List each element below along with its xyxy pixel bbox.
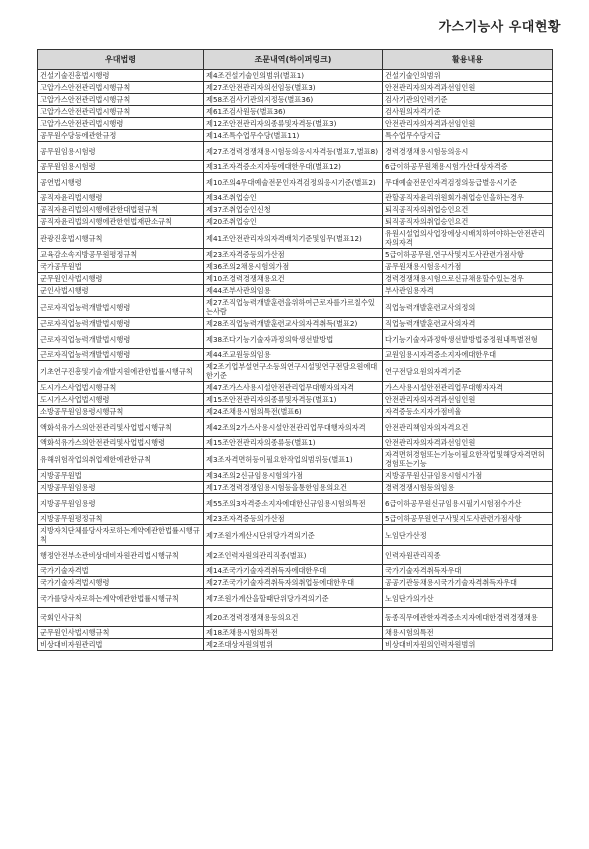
use-cell: 노임단가의가산 (383, 589, 553, 608)
use-cell: 경력경쟁채용시험으로신규채용할수있는경우 (383, 273, 553, 285)
article-link[interactable]: 제41조안전관리자의자격배치기준및임무(별표12) (204, 228, 383, 249)
article-link[interactable]: 제23조자격증등의가산점 (204, 513, 383, 525)
use-cell: 연구전담요원의자격기준 (383, 361, 553, 382)
use-cell: 5급이하공무원연구사및지도사관련가점사항 (383, 513, 553, 525)
article-link[interactable]: 제61조검사원등(별표36) (204, 106, 383, 118)
article-link[interactable]: 제12조안전관리자의종류및자격등(별표3) (204, 118, 383, 130)
use-cell: 국가기술자격취득자우대 (383, 565, 553, 577)
article-link[interactable]: 제15조안전관리자의종류등(별표1) (204, 437, 383, 449)
use-cell: 경력경쟁채용시험등의응시 (383, 142, 553, 161)
table-row (38, 330, 553, 349)
use-cell: 검사기관의인력기준 (383, 94, 553, 106)
table-row (38, 192, 553, 204)
law-cell: 행정안전부소관비상대비자원관리법시행규칙 (38, 546, 204, 565)
law-cell: 근로자직업능력개발법시행령 (38, 318, 204, 330)
use-cell: 자격면허경험또는기능이필요한작업및해당자격면허경험또는기능 (383, 449, 553, 470)
law-cell: 국가기술자격법 (38, 565, 204, 577)
article-link[interactable]: 제20조취업승인 (204, 216, 383, 228)
law-cell: 액화석유가스의안전관리및사업법시행규칙 (38, 418, 204, 437)
law-cell: 공연법시행령 (38, 173, 204, 192)
article-link[interactable]: 제42조의2가스사용시설안전관리업무대행자의자격 (204, 418, 383, 437)
law-cell: 지방공무원임용령 (38, 494, 204, 513)
table-row (38, 70, 553, 82)
use-cell: 6급이하공무원채용시험가산대상자격증 (383, 161, 553, 173)
law-cell: 고압가스안전관리법시행령 (38, 118, 204, 130)
table-row (38, 106, 553, 118)
law-cell: 군인사법시행령 (38, 285, 204, 297)
article-link[interactable]: 제31조자격증소지자등에대한우대(별표12) (204, 161, 383, 173)
use-cell: 인력자원관리직종 (383, 546, 553, 565)
table-row (38, 513, 553, 525)
law-cell: 공무원임용시험령 (38, 142, 204, 161)
use-cell: 6급이하공무원신규임용시필기시험점수가산 (383, 494, 553, 513)
article-link[interactable]: 제44조교원등의임용 (204, 349, 383, 361)
table-row (38, 273, 553, 285)
article-link[interactable]: 제37조취업승인신청 (204, 204, 383, 216)
use-cell: 5급이하공무원,연구사및지도사관련가점사항 (383, 249, 553, 261)
table-row (38, 161, 553, 173)
article-link[interactable]: 제20조경력경쟁채용등의요건 (204, 608, 383, 627)
law-cell: 공직자윤리법의시행에관한대법원규칙 (38, 204, 204, 216)
article-link[interactable]: 제2조기업부설연구소등의연구시설및연구전담요원에대한기준 (204, 361, 383, 382)
article-link[interactable]: 제3조자격면허등이필요한작업의범위등(별표1) (204, 449, 383, 470)
article-link[interactable]: 제27조경력경쟁채용시험등의응시자격등(별표7,별표8) (204, 142, 383, 161)
table-row (38, 261, 553, 273)
article-link[interactable]: 제4조건설기술인의범위(별표1) (204, 70, 383, 82)
use-cell: 안전관리자의자격과선임인원 (383, 82, 553, 94)
article-link[interactable]: 제7조원가계산시단위당가격의기준 (204, 525, 383, 546)
article-link[interactable]: 제17조경력경쟁임용시험등을통한임용의요건 (204, 482, 383, 494)
law-table-body (38, 70, 553, 651)
law-cell: 액화석유가스의안전관리및사업법시행령 (38, 437, 204, 449)
use-cell: 교원임용시자격증소지자에대한우대 (383, 349, 553, 361)
article-link[interactable]: 제2조대상자원의범위 (204, 639, 383, 651)
table-header-row (38, 50, 553, 70)
article-link[interactable]: 제15조안전관리자의종류및자격등(별표1) (204, 394, 383, 406)
law-cell: 유해위험작업의취업제한에관한규칙 (38, 449, 204, 470)
law-cell: 국가기술자격법시행령 (38, 577, 204, 589)
table-row (38, 565, 553, 577)
article-link[interactable]: 제55조의3자격증소지자에대한신규임용시험의특전 (204, 494, 383, 513)
use-cell: 지방공무원신규임용시험시가점 (383, 470, 553, 482)
use-cell: 퇴직공직자의취업승인요건 (383, 216, 553, 228)
table-row (38, 589, 553, 608)
table-row (38, 118, 553, 130)
law-cell: 근로자직업능력개발법시행령 (38, 297, 204, 318)
use-cell: 동종직무에관한자격증소지자에대한경력경쟁채용 (383, 608, 553, 627)
table-row (38, 406, 553, 418)
use-cell: 공무원채용시험응시가점 (383, 261, 553, 273)
law-cell: 공무원임용시험령 (38, 161, 204, 173)
use-cell: 다기능기술자과정학생선발방법중정원내특별전형 (383, 330, 553, 349)
table-row (38, 349, 553, 361)
table-row (38, 639, 553, 651)
law-cell: 근로자직업능력개발법시행령 (38, 330, 204, 349)
law-cell: 건설기술진흥법시행령 (38, 70, 204, 82)
header-law: 우대법령 (38, 50, 204, 70)
article-link[interactable]: 제10조경력경쟁채용요건 (204, 273, 383, 285)
table-row (38, 204, 553, 216)
use-cell: 직업능력개발훈련교사의정의 (383, 297, 553, 318)
use-cell: 노임단가산정 (383, 525, 553, 546)
table-row (38, 608, 553, 627)
table-row (38, 318, 553, 330)
article-link[interactable]: 제28조직업능력개발훈련교사의자격취득(별표2) (204, 318, 383, 330)
table-row (38, 577, 553, 589)
use-cell: 안전관리책임자의자격요건 (383, 418, 553, 437)
article-link[interactable]: 제23조자격증등의가산점 (204, 249, 383, 261)
article-link[interactable]: 제14조국가기술자격취득자에대한우대 (204, 565, 383, 577)
law-cell: 군무원인사법시행규칙 (38, 627, 204, 639)
table-row (38, 494, 553, 513)
table-row (38, 470, 553, 482)
law-table (37, 49, 553, 651)
use-cell: 퇴직공직자의취업승인요건 (383, 204, 553, 216)
article-link[interactable]: 제10조의4무대예술전문인자격검정의응시기준(별표2) (204, 173, 383, 192)
article-link[interactable]: 제58조검사기관의지정등(별표36) (204, 94, 383, 106)
law-cell: 비상대비자원관리법 (38, 639, 204, 651)
table-row (38, 130, 553, 142)
use-cell: 관할공직자윤리위원회가취업승인을하는경우 (383, 192, 553, 204)
law-cell: 국회인사규칙 (38, 608, 204, 627)
article-link[interactable]: 제18조채용시험의특전 (204, 627, 383, 639)
use-cell: 공공기관등채용시국가기술자격취득자우대 (383, 577, 553, 589)
table-row (38, 437, 553, 449)
law-cell: 기초연구진흥및기술개발지원에관한법률시행규칙 (38, 361, 204, 382)
use-cell: 무대예술전문인자격검정의등급별응시기준 (383, 173, 553, 192)
table-row (38, 418, 553, 437)
use-cell: 검사원의자격기준 (383, 106, 553, 118)
table-row (38, 228, 553, 249)
use-cell: 경력경쟁시험등의임용 (383, 482, 553, 494)
table-row (38, 94, 553, 106)
law-cell: 도시가스사업법시행령 (38, 394, 204, 406)
table-row (38, 142, 553, 161)
article-link[interactable]: 제27조국가기술자격취득자의취업등에대한우대 (204, 577, 383, 589)
article-link[interactable]: 제27조안전관리자의선임등(별표3) (204, 82, 383, 94)
article-link[interactable]: 제24조채용시험의특전(별표6) (204, 406, 383, 418)
table-row (38, 382, 553, 394)
table-row (38, 546, 553, 565)
use-cell: 비상대비자원의인력자원범위 (383, 639, 553, 651)
table-row (38, 525, 553, 546)
table-row (38, 173, 553, 192)
article-link[interactable]: 제36조의2채용시험의가점 (204, 261, 383, 273)
law-cell: 교육감소속지방공무원평정규칙 (38, 249, 204, 261)
law-cell: 지방자치단체를당사자로하는계약에관한법률시행규칙 (38, 525, 204, 546)
table-row (38, 627, 553, 639)
law-cell: 공무원수당등에관한규정 (38, 130, 204, 142)
table-row (38, 394, 553, 406)
law-cell: 고압가스안전관리법시행규칙 (38, 94, 204, 106)
article-link[interactable]: 제27조직업능력개발훈련을위하여근로자를가르칠수있는사람 (204, 297, 383, 318)
table-row (38, 482, 553, 494)
law-cell: 군무원인사법시행령 (38, 273, 204, 285)
table-row (38, 361, 553, 382)
article-link[interactable]: 제44조부사관의임용 (204, 285, 383, 297)
table-row (38, 285, 553, 297)
use-cell: 자격증등소지자가점비율 (383, 406, 553, 418)
article-link[interactable]: 제38조다기능기술자과정의학생선발방법 (204, 330, 383, 349)
table-row (38, 82, 553, 94)
use-cell: 가스사용시설안전관리업무대행자자격 (383, 382, 553, 394)
article-link[interactable]: 제7조원가계산을할때단위당가격의기준 (204, 589, 383, 608)
use-cell: 특수업무수당지급 (383, 130, 553, 142)
header-article: 조문내역(하이퍼링크) (204, 50, 383, 70)
use-cell: 직업능력개발훈련교사의자격 (383, 318, 553, 330)
use-cell: 안전관리자의자격과선임인원 (383, 118, 553, 130)
article-link[interactable]: 제34조의2신규임용시험의가점 (204, 470, 383, 482)
use-cell: 안전관리자의자격과선임인원 (383, 394, 553, 406)
use-cell: 안전관리자의자격과선임인원 (383, 437, 553, 449)
header-use: 활용내용 (383, 50, 553, 70)
article-link[interactable]: 제47조가스사용시설안전관리업무대행자의자격 (204, 382, 383, 394)
article-link[interactable]: 제14조특수업무수당(별표11) (204, 130, 383, 142)
law-cell: 고압가스안전관리법시행규칙 (38, 82, 204, 94)
law-cell: 국가를당사자로하는계약에관한법률시행규칙 (38, 589, 204, 608)
law-cell: 소방공무원임용령시행규칙 (38, 406, 204, 418)
use-cell: 부사관임용자격 (383, 285, 553, 297)
table-row (38, 449, 553, 470)
law-cell: 도시가스사업법시행규칙 (38, 382, 204, 394)
table-row (38, 216, 553, 228)
law-cell: 고압가스안전관리법시행규칙 (38, 106, 204, 118)
law-cell: 지방공무원법 (38, 470, 204, 482)
law-cell: 공직자윤리법의시행에관한헌법재판소규칙 (38, 216, 204, 228)
table-row (38, 249, 553, 261)
article-link[interactable]: 제2조인력자원의관리직종(별표) (204, 546, 383, 565)
page-title: 가스기능사 우대현황 (438, 20, 561, 35)
use-cell: 건설기술인의범위 (383, 70, 553, 82)
use-cell: 채용시험의특전 (383, 627, 553, 639)
use-cell: 유원시설업의사업장에상시배치하여야하는안전관리자의자격 (383, 228, 553, 249)
law-cell: 관광진흥법시행규칙 (38, 228, 204, 249)
table-row (38, 297, 553, 318)
law-cell: 국가공무원법 (38, 261, 204, 273)
law-cell: 근로자직업능력개발법시행령 (38, 349, 204, 361)
law-cell: 지방공무원평정규칙 (38, 513, 204, 525)
law-cell: 공직자윤리법시행령 (38, 192, 204, 204)
law-cell: 지방공무원임용령 (38, 482, 204, 494)
article-link[interactable]: 제34조취업승인 (204, 192, 383, 204)
